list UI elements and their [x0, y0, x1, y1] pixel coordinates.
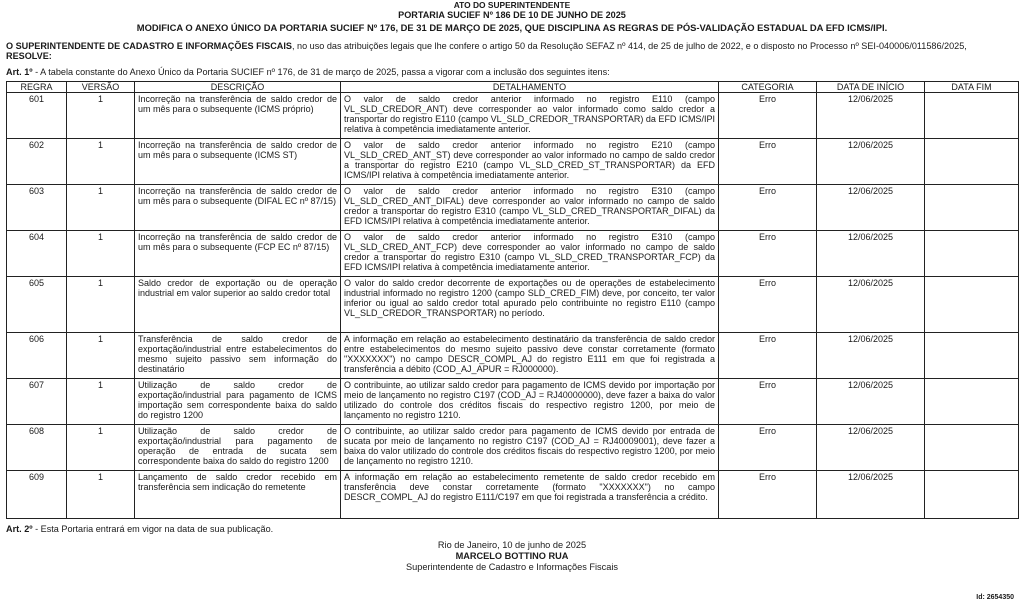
cell-regra: 606	[7, 333, 67, 379]
cell-versao: 1	[67, 333, 135, 379]
cell-categoria: Erro	[719, 93, 817, 139]
table-row	[7, 425, 1019, 471]
table-row	[7, 231, 1019, 277]
cell-regra: 609	[7, 471, 67, 519]
cell-descricao: Incorreção na transferência de saldo credor de um mês para o subsequente (FCP EC nº 87/15)	[135, 231, 341, 277]
cell-regra: 607	[7, 379, 67, 425]
cell-data-inicio: 12/06/2025	[817, 93, 925, 139]
cell-detalhamento: A informação em relação ao estabelecimento destinatário da transferência de saldo credor entre estabelecimentos do mesmo sujeito passivo deve constar corretamente (formato "XXXXXXX") no campo DESCR_COMPL_AJ do registro E111 em que foi registrada a transferência a débito (COD_AJ_APUR = RJ000000).	[341, 333, 719, 379]
cell-detalhamento: O valor de saldo credor anterior informado no registro E310 (campo VL_SLD_CRED_ANT_DIFAL) deve corresponder ao valor informado no campo de saldo credor a transportar do registro E310 (campo VL_SLD_CRED_TRANSPORTAR_DIFAL) da EFD ICMS/IPI relativa à competência imediatamente anterior.	[341, 185, 719, 231]
table-row	[7, 379, 1019, 425]
cell-descricao: Saldo credor de exportação ou de operação industrial em valor superior ao saldo credor total	[135, 277, 341, 333]
article-2	[6, 524, 1018, 534]
authority-name: O SUPERINTENDENTE DE CADASTRO E INFORMAÇÕES FISCAIS	[6, 41, 292, 51]
table-row	[7, 277, 1019, 333]
cell-versao: 1	[67, 471, 135, 519]
cell-versao: 1	[67, 139, 135, 185]
cell-categoria: Erro	[719, 231, 817, 277]
cell-data-fim	[925, 139, 1019, 185]
cell-regra: 603	[7, 185, 67, 231]
cell-versao: 1	[67, 231, 135, 277]
article-1-text: - A tabela constante do Anexo Único da Portaria SUCIEF nº 176, de 31 de março de 2025, passa a vigorar com a inclusão dos seguintes itens:	[32, 67, 610, 77]
cell-descricao: Utilização de saldo credor de exportação/industrial para pagamento de operação de entrada de sucata sem correspondente baixa do saldo do registro 1200	[135, 425, 341, 471]
cell-data-inicio: 12/06/2025	[817, 425, 925, 471]
cell-versao: 1	[67, 379, 135, 425]
header-versao: VERSÃO	[67, 82, 135, 93]
cell-data-fim	[925, 471, 1019, 519]
table-row	[7, 333, 1019, 379]
cell-categoria: Erro	[719, 425, 817, 471]
header-data-inicio: DATA DE INÍCIO	[817, 82, 925, 93]
cell-detalhamento: O valor de saldo credor anterior informado no registro E310 (campo VL_SLD_CRED_ANT_FCP) deve corresponder ao valor informado no campo de saldo credor a transportar do registro E310 (campo VL_SLD_CRED_TRANSPORTAR_FCP) da EFD ICMS/IPI relativa à competência imediatamente anterior.	[341, 231, 719, 277]
cell-descricao: Incorreção na transferência de saldo credor de um mês para o subsequente (DIFAL EC nº 87/15)	[135, 185, 341, 231]
signature-block	[6, 540, 1018, 573]
table-row	[7, 185, 1019, 231]
cell-detalhamento: O valor de saldo credor anterior informado no registro E210 (campo VL_SLD_CRED_ANT_ST) deve corresponder ao valor informado no campo de saldo credor a transportar do registro E210 (campo VL_SLD_CRED_ST_TRANSPORTAR) da EFD ICMS/IPI relativa à competência imediatamente anterior.	[341, 139, 719, 185]
cell-data-inicio: 12/06/2025	[817, 277, 925, 333]
ordinance-title: PORTARIA SUCIEF Nº 186 DE 10 DE JUNHO DE 2025	[398, 10, 626, 20]
intro-paragraph	[6, 41, 1018, 61]
cell-descricao: Incorreção na transferência de saldo credor de um mês para o subsequente (ICMS próprio)	[135, 93, 341, 139]
act-heading: ATO DO SUPERINTENDENTE	[453, 0, 571, 10]
table-header-row	[7, 82, 1019, 93]
cell-versao: 1	[67, 277, 135, 333]
document-header	[6, 0, 1018, 33]
cell-data-fim	[925, 93, 1019, 139]
intro-text: , no uso das atribuições legais que lhe confere o artigo 50 da Resolução SEFAZ nº 414, de 25 de julho de 2022, e o disposto no Processo nº SEI-040006/011586/2025,	[291, 41, 967, 51]
cell-versao: 1	[67, 93, 135, 139]
cell-detalhamento: O valor do saldo credor decorrente de exportações ou de operações de estabelecimento industrial informado no registro 1200 (campo SLD_CRED_FIM) deve, por conceito, ter valor inferior ou igual ao saldo credor total apurado pelo contribuinte no registro E110 (campo VL_SLD_CREDOR_TRANSPORTAR) no período.	[341, 277, 719, 333]
cell-regra: 604	[7, 231, 67, 277]
header-detalhamento: DETALHAMENTO	[341, 82, 719, 93]
header-data-fim: DATA FIM	[925, 82, 1019, 93]
cell-regra: 608	[7, 425, 67, 471]
cell-versao: 1	[67, 185, 135, 231]
cell-data-inicio: 12/06/2025	[817, 379, 925, 425]
cell-data-fim	[925, 185, 1019, 231]
document-id: Id: 2654350	[976, 594, 1014, 601]
header-descricao: DESCRIÇÃO	[135, 82, 341, 93]
article-1	[6, 67, 1018, 77]
cell-data-inicio: 12/06/2025	[817, 231, 925, 277]
cell-data-inicio: 12/06/2025	[817, 471, 925, 519]
cell-detalhamento: O contribuinte, ao utilizar saldo credor para pagamento de ICMS devido por entrada de sucata por meio de lançamento no registro C197 (COD_AJ = RJ40009001), deve fazer a baixa do valor utilizado do controle dos créditos fiscais do respectivo registro 1200, por meio de lançamento no registro 1210.	[341, 425, 719, 471]
cell-categoria: Erro	[719, 277, 817, 333]
cell-regra: 605	[7, 277, 67, 333]
cell-detalhamento: A informação em relação ao estabelecimento remetente de saldo credor recebido em transferência deve constar corretamente (formato "XXXXXXX") no campo DESCR_COMPL_AJ do registro E111/C197 em que foi registrada a transferência a crédito.	[341, 471, 719, 519]
cell-data-fim	[925, 231, 1019, 277]
cell-data-inicio: 12/06/2025	[817, 185, 925, 231]
resolve-label: RESOLVE:	[6, 51, 52, 61]
cell-descricao: Utilização de saldo credor de exportação/industrial para pagamento de ICMS importação sem correspondente baixa do saldo do registro 1200	[135, 379, 341, 425]
cell-categoria: Erro	[719, 379, 817, 425]
cell-data-fim	[925, 379, 1019, 425]
place-date: Rio de Janeiro, 10 de junho de 2025	[437, 540, 587, 550]
article-2-text: - Esta Portaria entrará em vigor na data de sua publicação.	[32, 524, 274, 534]
article-2-label: Art. 2º	[6, 524, 33, 534]
cell-versao: 1	[67, 425, 135, 471]
article-1-label: Art. 1º	[6, 67, 33, 77]
cell-data-fim	[925, 333, 1019, 379]
cell-descricao: Transferência de saldo credor de exportação/industrial entre estabelecimentos do mesmo sujeito passivo sem informação do destinatário	[135, 333, 341, 379]
signatory-role: Superintendente de Cadastro e Informações Fiscais	[406, 562, 618, 572]
cell-regra: 601	[7, 93, 67, 139]
rules-table	[6, 81, 1019, 519]
cell-data-inicio: 12/06/2025	[817, 139, 925, 185]
cell-data-fim	[925, 425, 1019, 471]
cell-detalhamento: O contribuinte, ao utilizar saldo credor para pagamento de ICMS devido por importação por meio de lançamento no registro C197 (COD_AJ = RJ40000000), deve fazer a baixa do valor utilizado do controle dos créditos fiscais do respectivo registro 1200, por meio de lançamento no registro 1210.	[341, 379, 719, 425]
cell-detalhamento: O valor de saldo credor anterior informado no registro E110 (campo VL_SLD_CREDOR_ANT) deve corresponder ao valor informado como saldo credor a transportar do registro E110 (campo VL_SLD_CREDOR_TRANSPORTAR) da EFD ICMS/IPI relativa à competência imediatamente anterior.	[341, 93, 719, 139]
table-row	[7, 139, 1019, 185]
cell-categoria: Erro	[719, 185, 817, 231]
ordinance-summary: MODIFICA O ANEXO ÚNICO DA PORTARIA SUCIEF Nº 176, DE 31 DE MARÇO DE 2025, QUE DISCIPLINA AS REGRAS DE PÓS-VALIDAÇÃO ESTADUAL DA EFD ICMS/IPI.	[136, 22, 888, 33]
cell-descricao: Incorreção na transferência de saldo credor de um mês para o subsequente (ICMS ST)	[135, 139, 341, 185]
table-row	[7, 93, 1019, 139]
cell-categoria: Erro	[719, 471, 817, 519]
cell-categoria: Erro	[719, 139, 817, 185]
signatory-name: MARCELO BOTTINO RUA	[455, 551, 569, 561]
header-categoria: CATEGORIA	[719, 82, 817, 93]
cell-regra: 602	[7, 139, 67, 185]
cell-categoria: Erro	[719, 333, 817, 379]
cell-descricao: Lançamento de saldo credor recebido em transferência sem indicação do remetente	[135, 471, 341, 519]
cell-data-inicio: 12/06/2025	[817, 333, 925, 379]
header-regra: REGRA	[7, 82, 67, 93]
table-row	[7, 471, 1019, 519]
cell-data-fim	[925, 277, 1019, 333]
